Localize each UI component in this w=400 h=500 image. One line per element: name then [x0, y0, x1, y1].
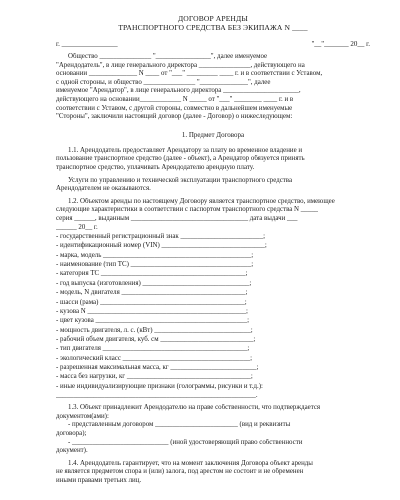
list-item: - идентификационный номер (VIN) ______________________________;: [56, 242, 267, 250]
preamble-line: Общество _______________ "________________", далее именуемое: [68, 53, 268, 60]
list-item: - масса без нагрузки, кг ____________________________________;: [56, 373, 253, 381]
document-title: [56, 14, 370, 32]
clause-line: следующие характеристики в соответствии с паспортом транспортного средства N _____: [56, 206, 318, 214]
place-date-line: [56, 40, 370, 49]
preamble-line: "Арендодатель", в лице генерального директора _______________, действующего на: [56, 61, 305, 69]
clause-line: - ____________________________ (иной удостоверяющий право собственности: [68, 438, 303, 446]
list-item: - год выпуска (изготовления) _______________________________;: [56, 279, 252, 287]
clause-line: транспортное средство, уплачивать Арендодателю арендную плату.: [56, 163, 255, 171]
clause-line: Услуги по управлению и технической эксплуатации транспортного средства: [68, 176, 293, 184]
list-item: - марка, модель ___________________________________________;: [56, 251, 254, 259]
list-item: __________________________________________________________.: [56, 391, 258, 399]
list-item: - шасси (рама) __________________________________________;: [56, 298, 247, 306]
preamble-line: основании ______________ N ____ от "___" _________ ____ г. и в соответствии с Уставом,: [56, 70, 323, 78]
clause-line: документом(ами):: [56, 412, 109, 420]
list-item: - категория ТС __________________________________________;: [56, 270, 248, 278]
clause-line: договора);: [56, 430, 87, 438]
clause-line: не является предметом спора и (или) залога, под арестом не состоит и не обременен: [56, 468, 304, 476]
list-item: - цвет кузова ____________________________________________;: [56, 317, 249, 325]
clause-1-2: [56, 198, 370, 232]
clause-line: иными правами третьих лиц.: [56, 477, 142, 485]
clause-1-3: [56, 404, 370, 456]
preamble-line: с одной стороны, и общество _______________ "______________", далее: [56, 78, 271, 86]
preamble-line: соответствии с Уставом, с другой стороны, совместно в дальнейшем именуемые: [56, 104, 293, 112]
list-item: - наименование (тип ТС) ___________________________________;: [56, 261, 254, 269]
clause-1-4: [56, 460, 370, 486]
clause-line: 1.4. Арендодатель гарантирует, что на момент заключения Договора объект аренды: [68, 459, 313, 467]
preamble-line: "Стороны", заключили настоящий договор (далее - Договор) о нижеследующем:: [56, 113, 293, 121]
clause-line: Арендодателем не оказываются.: [56, 185, 151, 193]
clause-line: - представленным договором ________________________ (вид и реквизиты: [68, 421, 291, 429]
clause-line: ______ 20__ г.: [56, 223, 98, 231]
preamble-line: действующего на основании____________ N _____ от "___" ________ ____ г. и в: [56, 95, 294, 103]
date-field: "__"_______ 20__ г.: [311, 40, 370, 48]
list-item: - экологический класс _____________________________________;: [56, 354, 252, 362]
list-item: - рабочий объем двигателя, куб. см ___________________________;: [56, 335, 256, 343]
list-item: - мощность двигателя, л. с. (кВт) ____________________________;: [56, 326, 253, 334]
preamble-line: именуемое "Арендатор", в лице генерального директора ______________________,: [56, 87, 301, 95]
section-heading: 1. Предмет Договора: [181, 130, 245, 139]
list-item: - разрешенная максимальная масса, кг _________________________;: [56, 363, 259, 371]
list-item: - иные индивидуализирующие признаки (голограммы, рисунки и т.д.):: [56, 382, 263, 390]
preamble: [56, 53, 370, 122]
title-line-2: ТРАНСПОРТНОГО СРЕДСТВА БЕЗ ЭКИПАЖА N ____: [118, 23, 308, 32]
clause-line: 1.1. Арендодатель предоставляет Арендатору за плату во временное владение и: [68, 146, 303, 154]
clause-line: серия ______, выданным __________________________________ дата выдачи ___: [56, 214, 298, 222]
clause-line: пользование транспортное средство (далее - объект), а Арендатор обязуется принять: [56, 155, 305, 163]
list-item: - модель, N двигателя ____________________________________;: [56, 289, 248, 297]
clause-line: 1.3. Объект принадлежит Арендодателю на праве собственности, что подтверждается: [68, 404, 321, 412]
clause-services: [56, 177, 370, 194]
clause-1-1: [56, 147, 370, 173]
list-item: - государственный регистрационный знак ________________________;: [56, 233, 266, 241]
list-item: - тип двигателя __________________________________________;: [56, 345, 250, 353]
clause-line: документ).: [56, 447, 88, 455]
list-item: - кузова N ______________________________________________;: [56, 307, 248, 315]
city-field: г. ________________: [56, 40, 118, 48]
characteristics-list: [56, 232, 370, 400]
clause-line: 1.2. Объектом аренды по настоящему Договору является транспортное средство, имеющее: [68, 197, 335, 205]
title-line-1: ДОГОВОР АРЕНДЫ: [177, 14, 249, 23]
